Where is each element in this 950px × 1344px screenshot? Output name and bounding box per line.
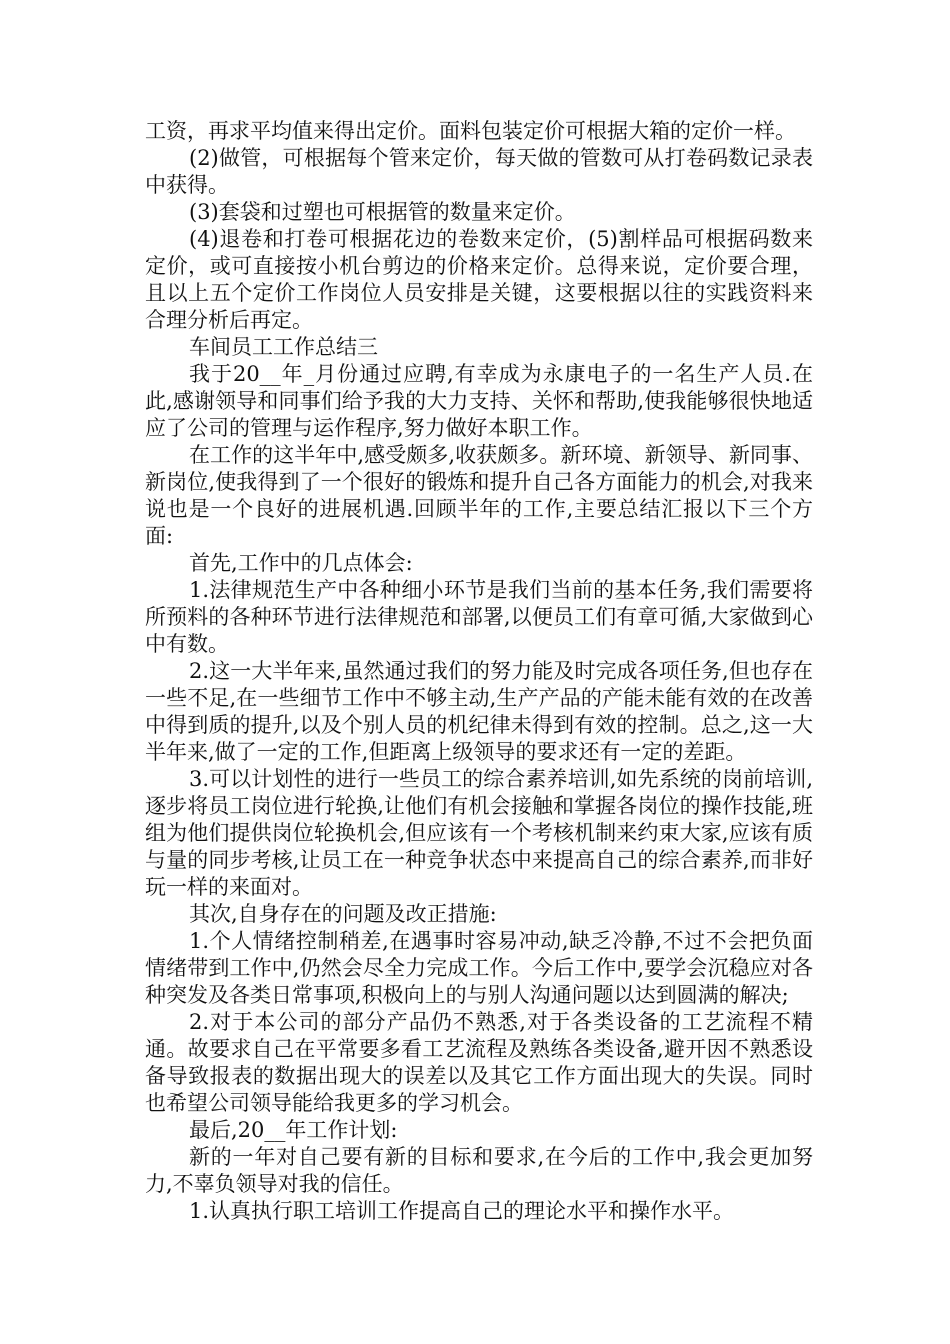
paragraph-13: 1.个人情绪控制稍差,在遇事时容易冲动,缺乏冷静,不过不会把负面情绪带到工作中,仍然会尽全力完成工作。今后工作中,要学会沉稳应对各种突发及各类日常事项,积极向上的与别人沟通问题以达到圆满的解决; bbox=[145, 929, 813, 1007]
paragraph-1: 工资，再求平均值来得出定价。面料包装定价可根据大箱的定价一样。 bbox=[145, 119, 796, 143]
paragraph-7: 在工作的这半年中,感受颇多,收获颇多。新环境、新领导、新同事、新岗位,使我得到了一个很好的锻炼和提升自己各方面能力的机会,对我来说也是一个良好的进展机遇.回顾半年的工作,主要总结汇报以下三个方面: bbox=[145, 443, 813, 548]
paragraph-10: 2.这一大半年来,虽然通过我们的努力能及时完成各项任务,但也存在一些不足,在一些细节工作中不够主动,生产产品的产能未能有效的在改善中得到质的提升,以及个别人员的机纪律未得到有效的控制。总之,这一大半年来,做了一定的工作,但距离上级领导的要求还有一定的差距。 bbox=[145, 659, 813, 764]
paragraph-11: 3.可以计划性的进行一些员工的综合素养培训,如先系统的岗前培训,逐步将员工岗位进行轮换,让他们有机会接触和掌握各岗位的操作技能,班组为他们提供岗位轮换机会,但应该有一个考核机制来约束大家,应该有质与量的同步考核,让员工在一种竞争状态中来提高自己的综合素养,而非好玩一样的来面对。 bbox=[145, 767, 813, 899]
paragraph-6: 我于20__年_月份通过应聘,有幸成为永康电子的一名生产人员.在此,感谢领导和同事们给予我的大力支持、关怀和帮助,使我能够很快地适应了公司的管理与运作程序,努力做好本职工作。 bbox=[145, 362, 813, 440]
subheading-last: 最后,20__年工作计划: bbox=[189, 1118, 398, 1142]
paragraph-4: (4)退卷和打卷可根据花边的卷数来定价，(5)割样品可根据码数来定价，或可直接按小机台剪边的价格来定价。总得来说，定价要合理，且以上五个定价工作岗位人员安排是关键，这要根据以往的实践资料来合理分析后再定。 bbox=[145, 227, 813, 332]
paragraph-9: 1.法律规范生产中各种细小环节是我们当前的基本任务,我们需要将所预料的各种环节进行法律规范和部署,以便员工们有章可循,大家做到心中有数。 bbox=[145, 578, 813, 656]
subheading-first: 首先,工作中的几点体会: bbox=[189, 551, 413, 575]
paragraph-2: (2)做管，可根据每个管来定价，每天做的管数可从打卷码数记录表中获得。 bbox=[145, 146, 813, 197]
section-heading: 车间员工工作总结三 bbox=[189, 335, 378, 359]
paragraph-17: 1.认真执行职工培训工作提高自己的理论水平和操作水平。 bbox=[189, 1199, 735, 1223]
paragraph-16: 新的一年对自己要有新的目标和要求,在今后的工作中,我会更加努力,不辜负领导对我的信任。 bbox=[145, 1145, 813, 1196]
document-body bbox=[145, 118, 813, 1225]
paragraph-14: 2.对于本公司的部分产品仍不熟悉,对于各类设备的工艺流程不精通。故要求自己在平常要多看工艺流程及熟练各类设备,避开因不熟悉设备导致报表的数据出现大的误差以及其它工作方面出现大的失误。同时也希望公司领导能给我更多的学习机会。 bbox=[145, 1010, 813, 1115]
paragraph-3: (3)套袋和过塑也可根据管的数量来定价。 bbox=[189, 200, 576, 224]
subheading-second: 其次,自身存在的问题及改正措施: bbox=[189, 902, 497, 926]
